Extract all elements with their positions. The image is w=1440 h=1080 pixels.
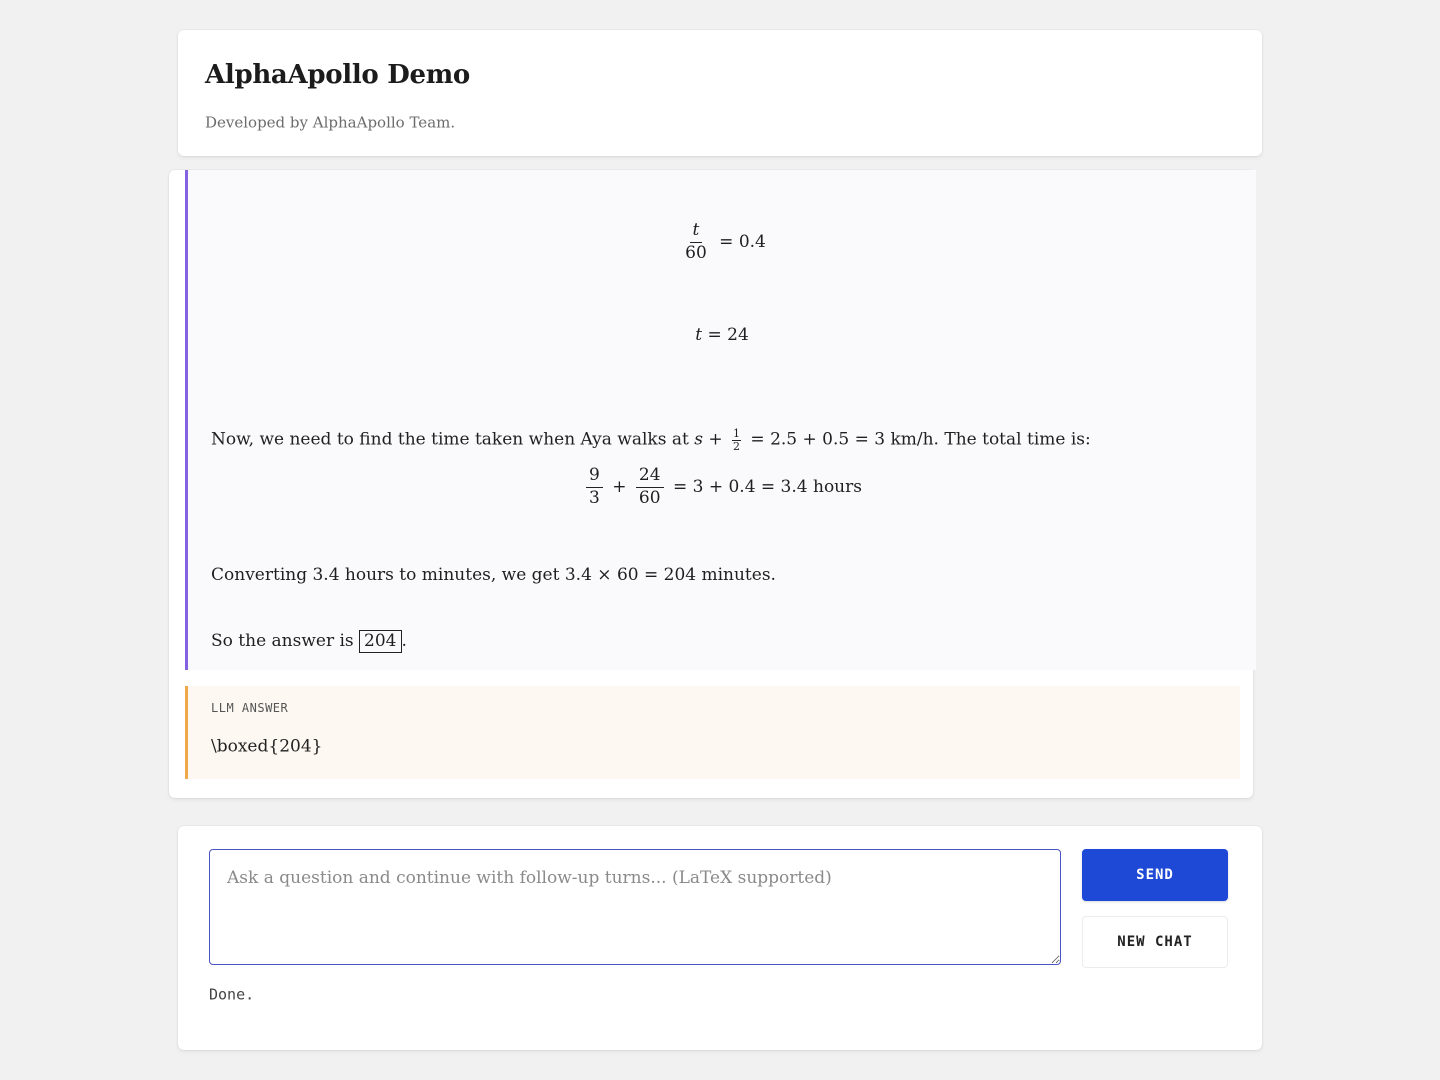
app-subtitle: Developed by AlphaApollo Team. xyxy=(205,113,456,132)
chat-panel[interactable] xyxy=(169,170,1253,798)
equation-t-equals-24: t = 24 xyxy=(695,325,749,345)
new-chat-button[interactable]: NEW CHAT xyxy=(1082,916,1228,968)
paragraph-final-answer: So the answer is 204 . xyxy=(211,631,407,651)
send-button[interactable]: SEND xyxy=(1082,849,1228,901)
paragraph-new-speed: Now, we need to find the time taken when Aya walks at s + $\frac{1}{2}$ = 2.5 + 0.5 = 3 km/h. The total time is: xyxy=(211,427,1091,453)
equation-t-over-60: $\frac{t}{60}$ = 0.4 xyxy=(685,220,766,263)
llm-answer-box xyxy=(185,686,1240,779)
paragraph-convert-minutes: Converting 3.4 hours to minutes, we get 3.4 × 60 = 204 minutes. xyxy=(211,565,776,585)
equation-total-time: $\frac{9}{3}$ + $\frac{24}{60}$ = 3 + 0.4 = 3.4 hours xyxy=(188,467,1256,508)
llm-answer-value: \boxed{204} xyxy=(211,736,323,757)
boxed-answer: 204 xyxy=(359,630,401,653)
prompt-input[interactable] xyxy=(209,849,1061,965)
status-text: Done. xyxy=(209,985,255,1004)
app-title: AlphaApollo Demo xyxy=(205,60,470,90)
composer-card xyxy=(178,826,1262,1050)
assistant-message xyxy=(185,170,1256,670)
llm-answer-label: LLM ANSWER xyxy=(211,701,289,715)
header-card xyxy=(178,30,1262,156)
